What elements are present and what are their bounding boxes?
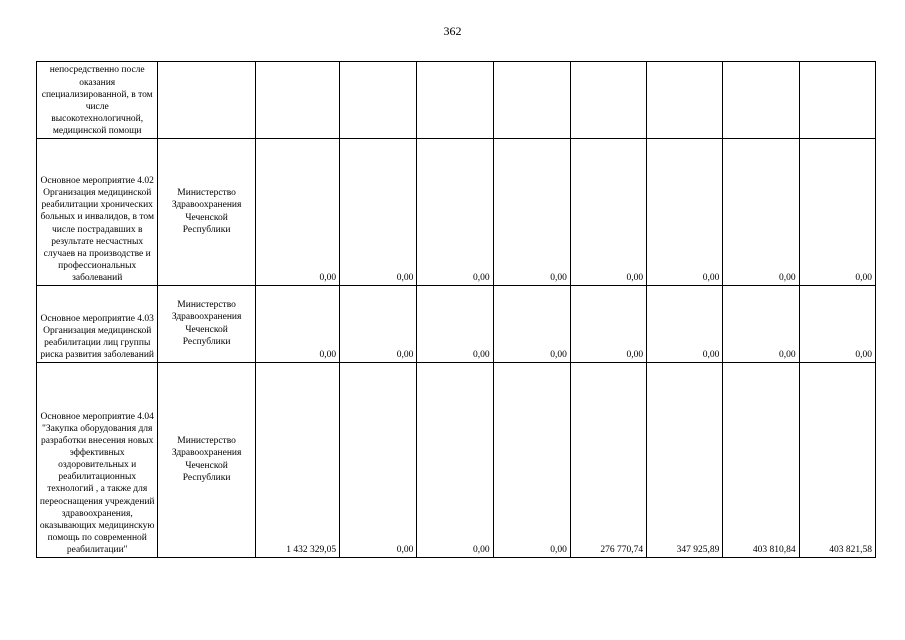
- funding-value-cell: 0,00: [340, 286, 417, 363]
- funding-value-cell: 0,00: [255, 286, 339, 363]
- funding-value-cell: [340, 62, 417, 139]
- funding-value-cell: 403 821,58: [799, 363, 875, 558]
- funding-value-cell: 0,00: [723, 139, 799, 286]
- funding-value-cell: [417, 62, 493, 139]
- executor-cell: Министерство Здравоохранения Чеченской Республики: [158, 363, 255, 558]
- table-row: [37, 62, 876, 139]
- funding-value-cell: 276 770,74: [570, 363, 646, 558]
- activity-description-cell: Основное мероприятие 4.03 Организация медицинской реабилитации лиц группы риска развития заболеваний: [37, 286, 158, 363]
- funding-value-cell: [493, 62, 570, 139]
- funding-value-cell: 347 925,89: [647, 363, 723, 558]
- funding-value-cell: 0,00: [417, 363, 493, 558]
- funding-value-cell: 1 432 329,05: [255, 363, 339, 558]
- executor-cell: [158, 62, 255, 139]
- funding-value-cell: [255, 62, 339, 139]
- funding-value-cell: 0,00: [799, 286, 875, 363]
- funding-value-cell: [647, 62, 723, 139]
- funding-value-cell: 0,00: [570, 286, 646, 363]
- activity-description-cell: Основное мероприятие 4.04 "Закупка оборудования для разработки внесения новых эффективных оздоровительных и реабилитационных технологий , а также для переоснащения учреждений здравоохранения, оказывающих медицинскую помощь по современной реабилитации": [37, 363, 158, 558]
- table-row: [37, 286, 876, 363]
- funding-value-cell: 0,00: [493, 363, 570, 558]
- activity-description-cell: непосредственно после оказания специализированной, в том числе высокотехнологичной, медицинской помощи: [37, 62, 158, 139]
- table-row: [37, 139, 876, 286]
- funding-value-cell: 0,00: [570, 139, 646, 286]
- budget-table: [36, 61, 876, 558]
- funding-value-cell: 0,00: [799, 139, 875, 286]
- page-number: 362: [443, 24, 462, 38]
- activity-description-cell: Основное мероприятие 4.02 Организация медицинской реабилитации хронических больных и инвалидов, в том числе пострадавших в результате несчастных случаев на производстве и профессиональных заболеваний: [37, 139, 158, 286]
- funding-value-cell: 0,00: [255, 139, 339, 286]
- funding-value-cell: 0,00: [723, 286, 799, 363]
- funding-value-cell: 0,00: [647, 286, 723, 363]
- funding-value-cell: 403 810,84: [723, 363, 799, 558]
- funding-value-cell: 0,00: [340, 363, 417, 558]
- funding-value-cell: [570, 62, 646, 139]
- funding-value-cell: 0,00: [647, 139, 723, 286]
- funding-value-cell: 0,00: [417, 139, 493, 286]
- funding-value-cell: 0,00: [493, 139, 570, 286]
- funding-value-cell: 0,00: [493, 286, 570, 363]
- funding-value-cell: 0,00: [417, 286, 493, 363]
- funding-value-cell: 0,00: [340, 139, 417, 286]
- funding-value-cell: [723, 62, 799, 139]
- executor-cell: Министерство Здравоохранения Чеченской Республики: [158, 286, 255, 363]
- executor-cell: Министерство Здравоохранения Чеченской Республики: [158, 139, 255, 286]
- funding-value-cell: [799, 62, 875, 139]
- table-row: [37, 363, 876, 558]
